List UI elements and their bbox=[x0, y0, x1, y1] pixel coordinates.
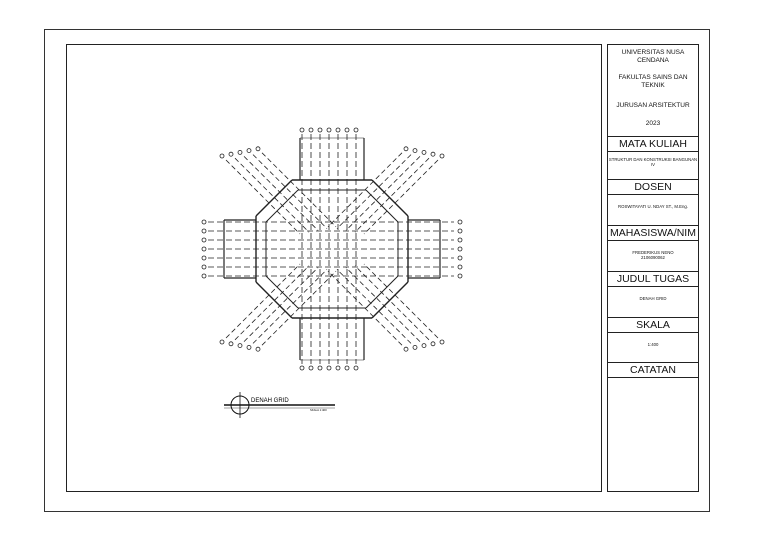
grid-bubble bbox=[440, 340, 444, 344]
grid-bubble bbox=[440, 154, 444, 158]
student-nim: 2106090062 bbox=[641, 255, 665, 260]
grid-bubble bbox=[458, 220, 462, 224]
grid-line bbox=[226, 264, 300, 338]
grid-caption-symbol bbox=[220, 390, 340, 420]
grid-bubble bbox=[327, 366, 331, 370]
grid-bubble bbox=[238, 150, 242, 154]
title-block bbox=[607, 44, 699, 492]
grid-bubble bbox=[202, 229, 206, 233]
drawing-scale-caption: SKALA 1:400 bbox=[310, 408, 327, 412]
grid-line bbox=[266, 276, 298, 308]
notes-heading: CATATAN bbox=[608, 362, 698, 378]
grid-bubble bbox=[318, 366, 322, 370]
year: 2023 bbox=[645, 120, 661, 127]
faculty-name: FAKULTAS SAINS DAN TEKNIK bbox=[618, 74, 688, 89]
grid-line bbox=[256, 282, 292, 318]
grid-line bbox=[346, 156, 420, 230]
grid-bubble bbox=[202, 238, 206, 242]
course-name: STRUKTUR DAN KONSTRUKSI BANGUNAN IV bbox=[608, 157, 698, 168]
grid-bubble bbox=[458, 229, 462, 233]
grid-line bbox=[372, 180, 408, 216]
grid-line bbox=[364, 160, 438, 234]
department-name: JURUSAN ARSITEKTUR bbox=[616, 102, 690, 109]
grid-bubble bbox=[256, 147, 260, 151]
grid-bubble bbox=[229, 342, 233, 346]
grid-line bbox=[364, 264, 438, 338]
grid-plan-drawing bbox=[196, 120, 468, 378]
grid-bubble bbox=[458, 238, 462, 242]
grid-bubble bbox=[309, 366, 313, 370]
grid-bubble bbox=[327, 128, 331, 132]
scale-heading: SKALA bbox=[608, 317, 698, 333]
grid-line bbox=[337, 269, 411, 343]
grid-line bbox=[244, 268, 318, 342]
grid-bubble bbox=[354, 366, 358, 370]
grid-line bbox=[346, 268, 420, 342]
grid-bubble bbox=[238, 344, 242, 348]
grid-bubble bbox=[458, 274, 462, 278]
grid-bubble bbox=[345, 128, 349, 132]
grid-bubble bbox=[229, 152, 233, 156]
grid-bubble bbox=[309, 128, 313, 132]
grid-bubble bbox=[202, 265, 206, 269]
grid-bubble bbox=[300, 128, 304, 132]
task-heading: JUDUL TUGAS bbox=[608, 271, 698, 287]
grid-bubble bbox=[458, 247, 462, 251]
course-heading: MATA KULIAH bbox=[608, 136, 698, 152]
grid-line bbox=[337, 155, 411, 229]
grid-bubble bbox=[431, 152, 435, 156]
grid-line bbox=[253, 269, 327, 343]
grid-bubble bbox=[354, 128, 358, 132]
grid-bubble bbox=[202, 256, 206, 260]
grid-line bbox=[366, 190, 398, 222]
grid-bubble bbox=[431, 342, 435, 346]
grid-bubble bbox=[422, 150, 426, 154]
grid-bubble bbox=[413, 345, 417, 349]
grid-bubble bbox=[336, 128, 340, 132]
lecturer-heading: DOSEN bbox=[608, 179, 698, 195]
grid-bubble bbox=[345, 366, 349, 370]
task-name: DENAH GRID bbox=[639, 296, 667, 301]
grid-line bbox=[226, 160, 300, 234]
grid-bubble bbox=[404, 147, 408, 151]
grid-line bbox=[256, 180, 292, 216]
scale-value: 1:400 bbox=[647, 342, 659, 347]
university-name: UNIVERSITAS NUSA CENDANA bbox=[621, 49, 685, 64]
grid-bubble bbox=[256, 347, 260, 351]
grid-line bbox=[235, 266, 309, 340]
lecturer-name: ROSWITAYATI U. NDAY ST., M.Eng. bbox=[618, 204, 688, 209]
student-name: FREDERIKUS NENO bbox=[632, 250, 674, 255]
grid-line bbox=[253, 155, 327, 229]
grid-bubble bbox=[458, 256, 462, 260]
grid-bubble bbox=[458, 265, 462, 269]
grid-bubble bbox=[318, 128, 322, 132]
grid-bubble bbox=[422, 344, 426, 348]
grid-line bbox=[366, 276, 398, 308]
drawing-caption: DENAH GRID bbox=[251, 398, 289, 404]
grid-bubble bbox=[202, 247, 206, 251]
grid-line bbox=[244, 156, 318, 230]
grid-bubble bbox=[247, 149, 251, 153]
grid-line bbox=[355, 266, 429, 340]
grid-bubble bbox=[300, 366, 304, 370]
grid-line bbox=[372, 282, 408, 318]
grid-bubble bbox=[413, 149, 417, 153]
grid-bubble bbox=[220, 340, 224, 344]
student-heading: MAHASISWA/NIM bbox=[608, 225, 698, 241]
grid-bubble bbox=[336, 366, 340, 370]
grid-bubble bbox=[202, 220, 206, 224]
grid-bubble bbox=[220, 154, 224, 158]
grid-bubble bbox=[247, 345, 251, 349]
grid-bubble bbox=[404, 347, 408, 351]
grid-line bbox=[355, 158, 429, 232]
grid-line bbox=[266, 190, 298, 222]
grid-line bbox=[235, 158, 309, 232]
grid-bubble bbox=[202, 274, 206, 278]
